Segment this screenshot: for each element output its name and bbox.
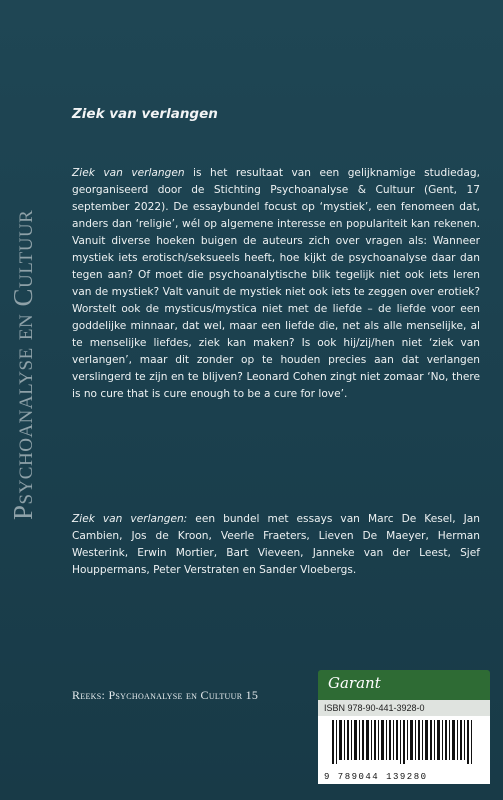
description-title-italic: Ziek van verlangen [72,167,185,179]
description-paragraph-2 [72,511,480,579]
barcode-bars-icon [332,720,476,764]
publisher-logo [318,670,490,700]
isbn-label: ISBN 978-90-441-3928-0 [318,700,490,716]
series-label: Reeks: Psychoanalyse en Cultuur 15 [72,688,259,702]
publisher-block [318,670,490,784]
description-paragraph-1 [72,165,480,403]
contributors-title-italic: Ziek van verlangen: [72,513,188,525]
barcode-number: 9 789044 139280 [324,772,428,782]
contributors-text: een bundel met essays van Marc De Kesel, Jan Cambien, Jos de Kroon, Veerle Fraeters, Lieven De Maeyer, Herman Westerink, Erwin Mortier, Bart Vieveen, Janneke van der Leest, Sjef Houppermans, Peter Verstraten en Sander Vloebergs. [72,513,480,576]
barcode [318,716,490,784]
book-title: Ziek van verlangen [72,106,218,122]
description-text-1: is het resultaat van een gelijknamige studiedag, georganiseerd door de Stichting Psychoanalyse & Cultuur (Gent, 17 september 2022). De essaybundel focust op ‘mystiek’, een fenomeen dat, anders dan ‘religie’, wél op algemene interesse en populariteit kan rekenen. Vanuit diverse hoeken buigen de auteurs zich over vragen als: Wanneer mystiek iets erotisch/seksueels heeft, hoe kijkt de psychoanalyse daar dan tegen aan? Of moet die psychoanalytische blik tegelijk niet ook iets leren van de mystiek? Valt vanuit de mystiek niet ook iets te zeggen over erotiek? Worstelt ook de mysticus/mystica niet met de liefde – de liefde voor een goddelijke minnaar, dat wel, maar een liefde die, net als alle menselijke, al te menselijke liefdes, ziek kan maken? Is ook hij/zij/hen niet ‘ziek van verlangen’, maar dit zonder op te houden precies aan dat verlangen verslingerd te zijn en te blijven? Leonard Cohen zingt niet zomaar ‘No, there is no cure that is cure enough to be a cure for love’. [72,167,480,400]
publisher-logo-text: Garant [328,674,381,692]
series-vertical-label: Psychoanalyse en Cultuur [8,209,38,520]
